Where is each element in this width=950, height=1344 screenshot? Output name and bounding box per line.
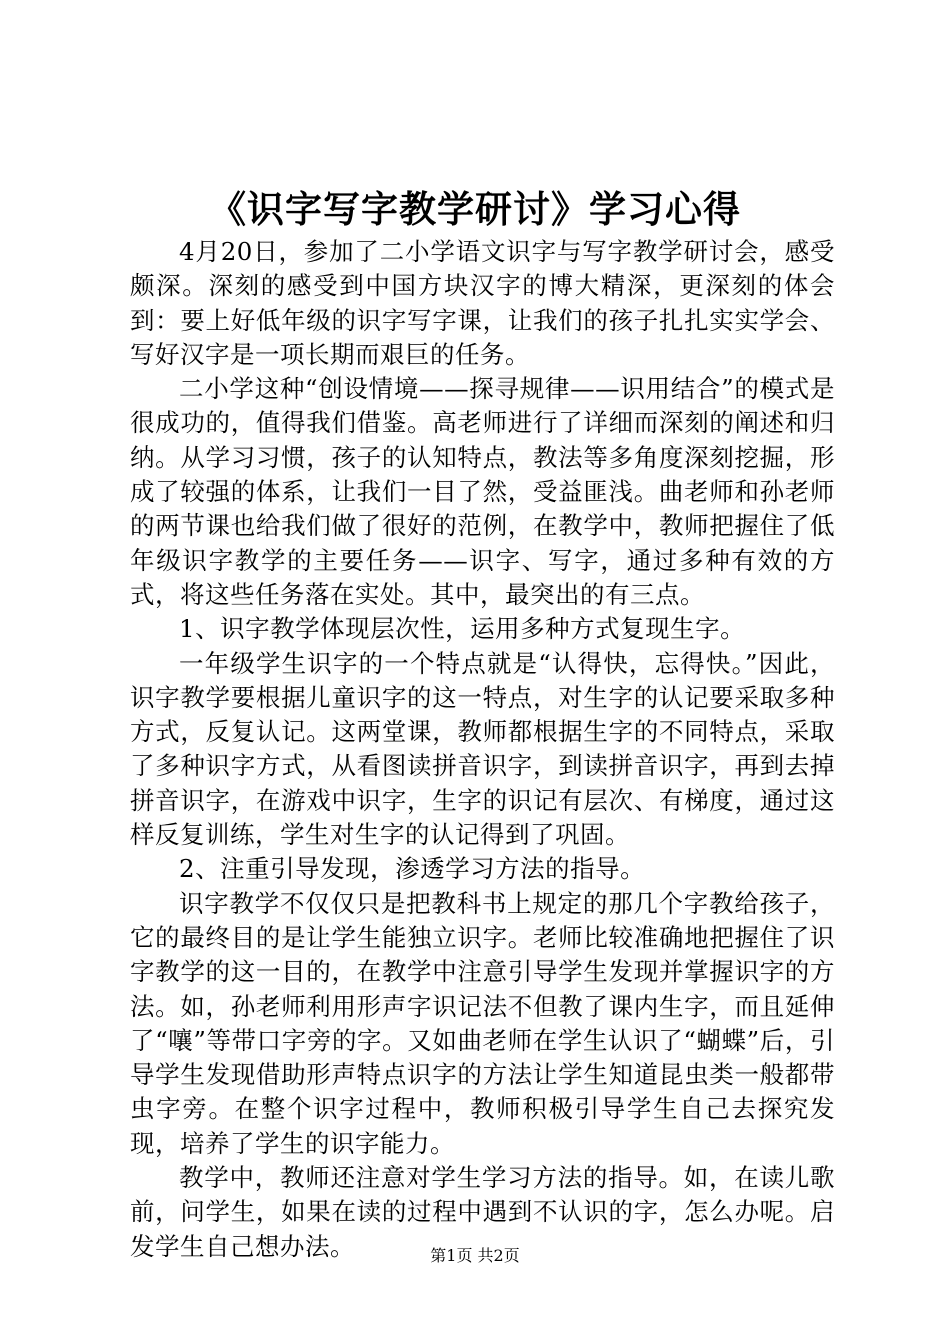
paragraph: 一年级学生识字的一个特点就是“认得快，忘得快。”因此，识字教学要根据儿童识字的这一特点，对生字的认记要采取多种方式，反复认记。这两堂课，教师都根据生字的不同特点，采取了多种识字方式，从看图读拼音识字，到读拼音识字，再到去掉拼音识字，在游戏中识字，生字的识记有层次、有梯度，通过这样反复训练，学生对生字的认记得到了巩固。 — [130, 648, 835, 850]
page-number-footer: 第1页 共2页 — [430, 1246, 520, 1265]
document-title: 《识字写字教学研讨》学习心得 — [209, 187, 741, 231]
paragraph: 4月20日，参加了二小学语文识字与写字教学研讨会，感受颇深。深刻的感受到中国方块汉字的博大精深，更深刻的体会到：要上好低年级的识字写字课，让我们的孩子扎扎实实学会、写好汉字是一项长期而艰巨的任务。 — [130, 237, 835, 369]
paragraph: 识字教学不仅仅只是把教科书上规定的那几个字教给孩子，它的最终目的是让学生能独立识字。老师比较准确地把握住了识字教学的这一目的，在教学中注意引导学生发现并掌握识字的方法。如，孙老师利用形声字识记法不但教了课内生字，而且延伸了“嚷”等带口字旁的字。又如曲老师在学生认识了“蝴蝶”后，引导学生发现借助形声特点识字的方法让学生知道昆虫类一般都带虫字旁。在整个识字过程中，教师积极引导学生自己去探究发现，培养了学生的识字能力。 — [130, 888, 835, 1158]
document-body — [130, 235, 835, 1264]
paragraph: 1、识字教学体现层次性，运用多种方式复现生字。 — [179, 614, 746, 644]
paragraph: 2、注重引导发现，渗透学习方法的指导。 — [179, 854, 646, 884]
paragraph: 教学中，教师还注意对学生学习方法的指导。如，在读儿歌前，问学生，如果在读的过程中遇到不认识的字，怎么办呢。启发学生自己想办法。 — [130, 1163, 835, 1261]
paragraph: 二小学这种“创设情境——探寻规律——识用结合”的模式是很成功的，值得我们借鉴。高老师进行了详细而深刻的阐述和归纳。从学习习惯，孩子的认知特点，教法等多角度深刻挖掘，形成了较强的体系，让我们一目了然，受益匪浅。曲老师和孙老师的两节课也给我们做了很好的范例，在教学中，教师把握住了低年级识字教学的主要任务——识字、写字，通过多种有效的方式，将这些任务落在实处。其中，最突出的有三点。 — [130, 374, 835, 609]
